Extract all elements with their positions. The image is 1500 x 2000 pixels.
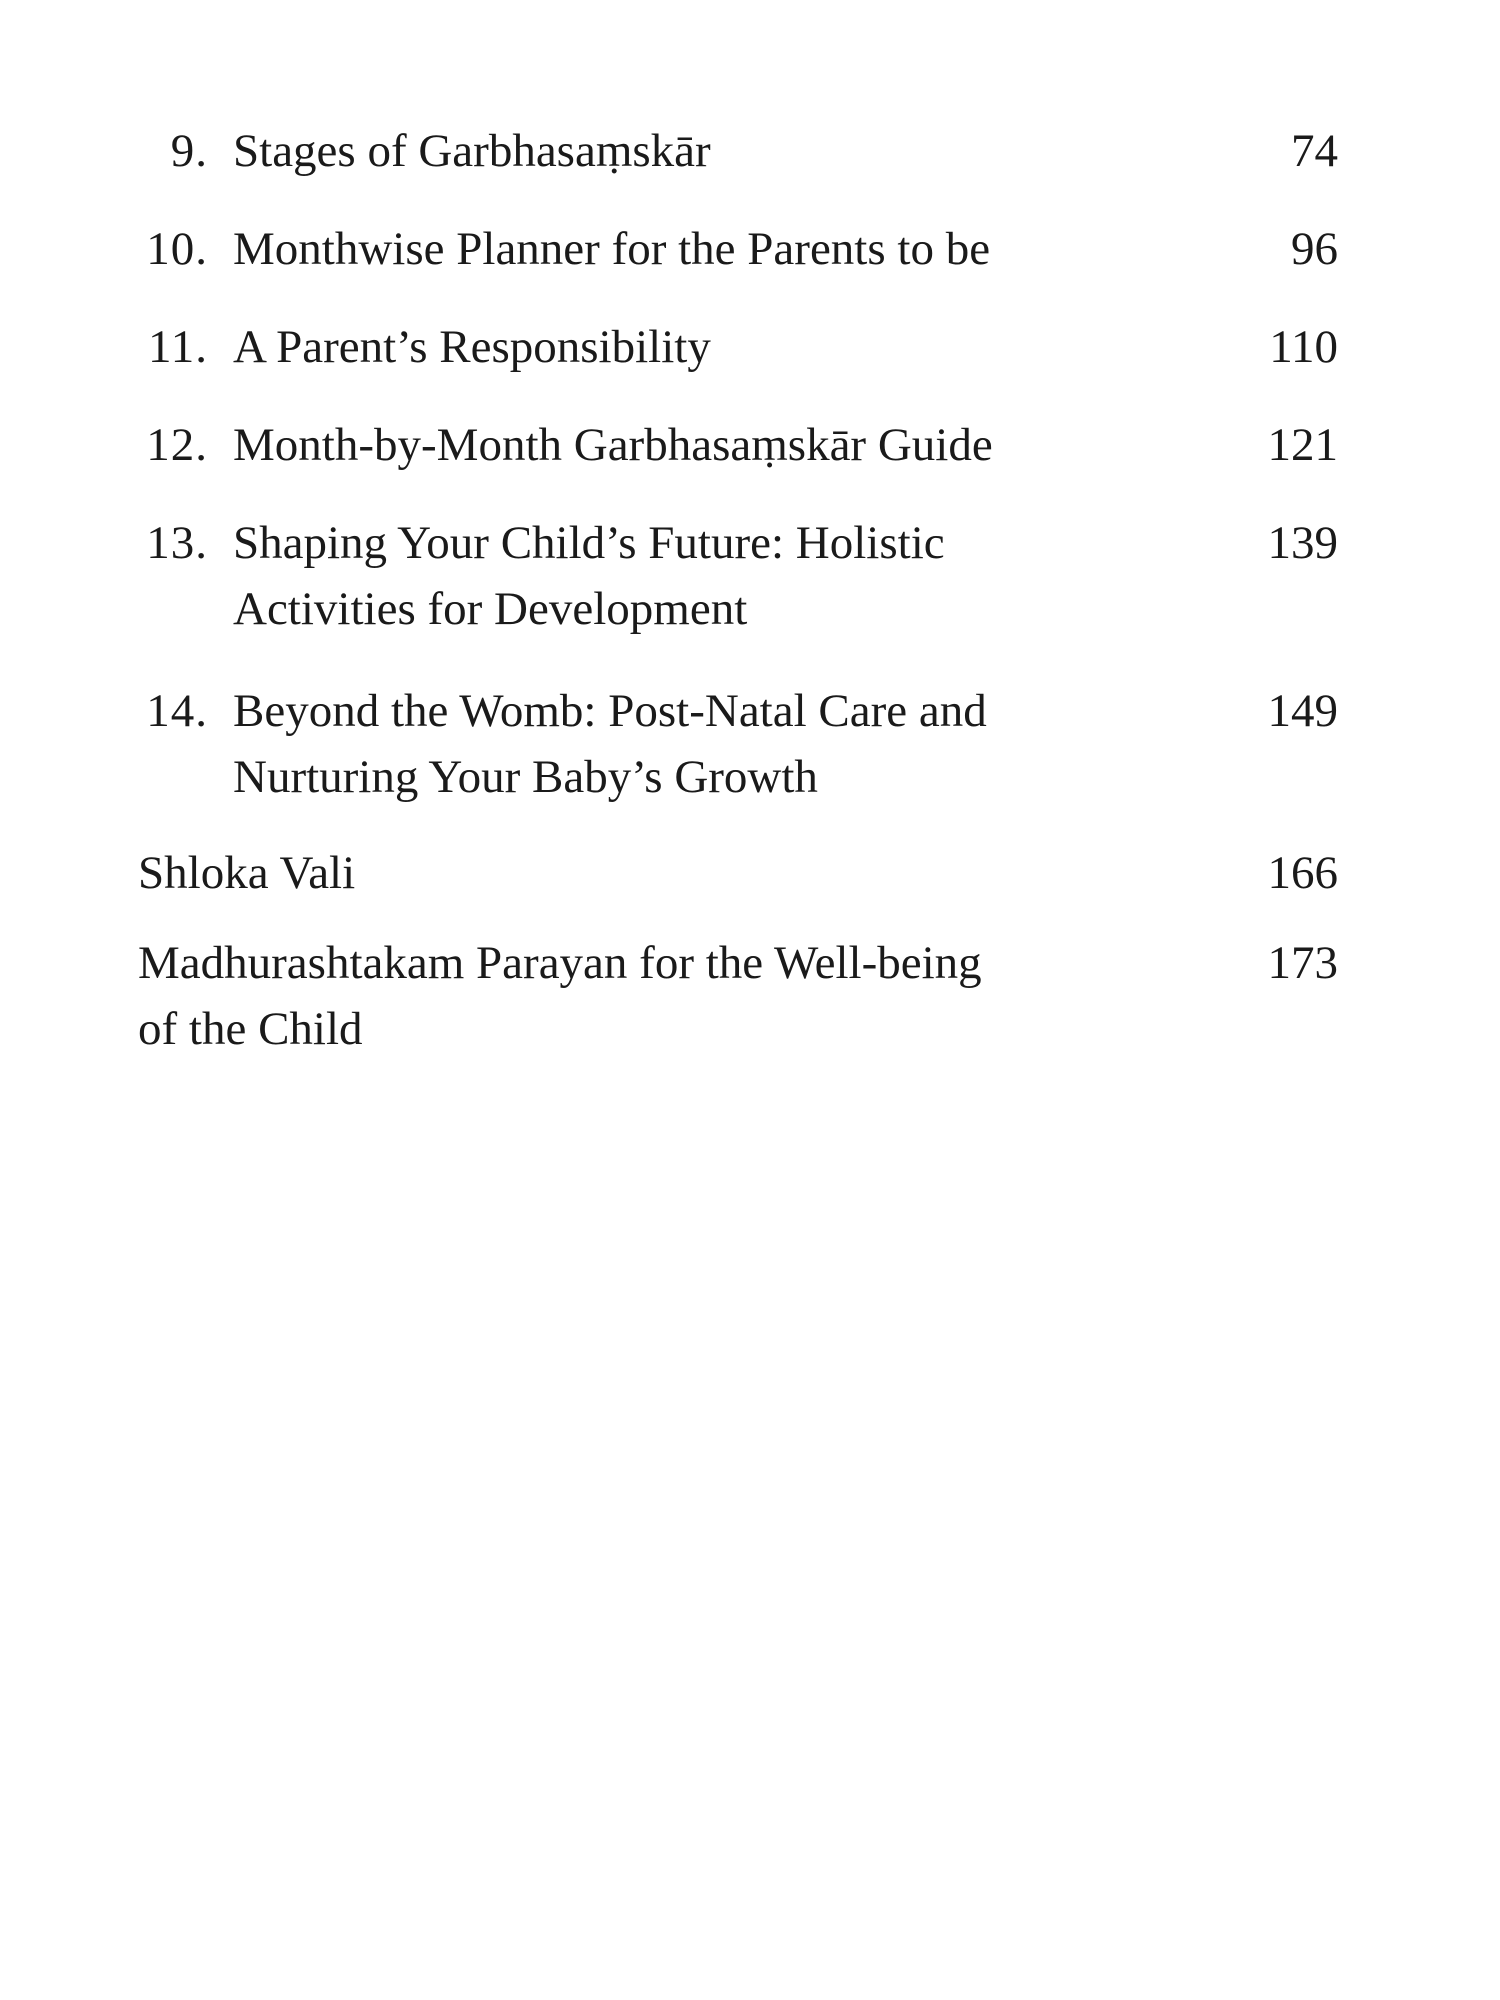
chapter-title [233, 412, 1233, 478]
chapter-title-line: Activities for Development [233, 583, 748, 635]
chapter-title-line: A Parent’s Responsibility [233, 321, 711, 373]
chapter-title [233, 216, 1233, 282]
page-number: 149 [1267, 685, 1338, 737]
page-number: 110 [1269, 321, 1338, 373]
chapter-number: 11. [147, 321, 208, 373]
chapter-title [233, 118, 1233, 184]
chapter-title-line: Month-by-Month Garbhasaṃskār Guide [233, 419, 993, 471]
chapter-title-line: Beyond the Womb: Post-Natal Care and [233, 685, 987, 737]
chapter-title-line: Shaping Your Child’s Future: Holistic [233, 517, 945, 569]
chapter-title [233, 314, 1233, 380]
chapter-title [233, 678, 1233, 810]
page-number: 121 [1267, 419, 1338, 471]
chapter-title-line: Monthwise Planner for the Parents to be [233, 223, 991, 275]
page-number: 139 [1267, 517, 1338, 569]
section-title [138, 930, 1238, 1062]
section-title-line: Madhurashtakam Parayan for the Well-being [138, 937, 982, 989]
chapter-number: 14. [146, 685, 208, 737]
page-number: 166 [1267, 847, 1338, 899]
section-title-line: of the Child [138, 1003, 363, 1055]
chapter-number: 9. [170, 125, 208, 177]
page-number: 74 [1291, 125, 1338, 177]
chapter-number: 13. [146, 517, 208, 569]
section-title [138, 840, 1238, 906]
chapter-number: 12. [146, 419, 208, 471]
chapter-title-line: Stages of Garbhasaṃskār [233, 125, 711, 177]
page-number: 173 [1267, 937, 1338, 989]
section-title-line: Shloka Vali [138, 847, 356, 899]
page-number: 96 [1291, 223, 1338, 275]
chapter-title-line: Nurturing Your Baby’s Growth [233, 751, 818, 803]
chapter-number: 10. [146, 223, 208, 275]
chapter-title [233, 510, 1233, 642]
